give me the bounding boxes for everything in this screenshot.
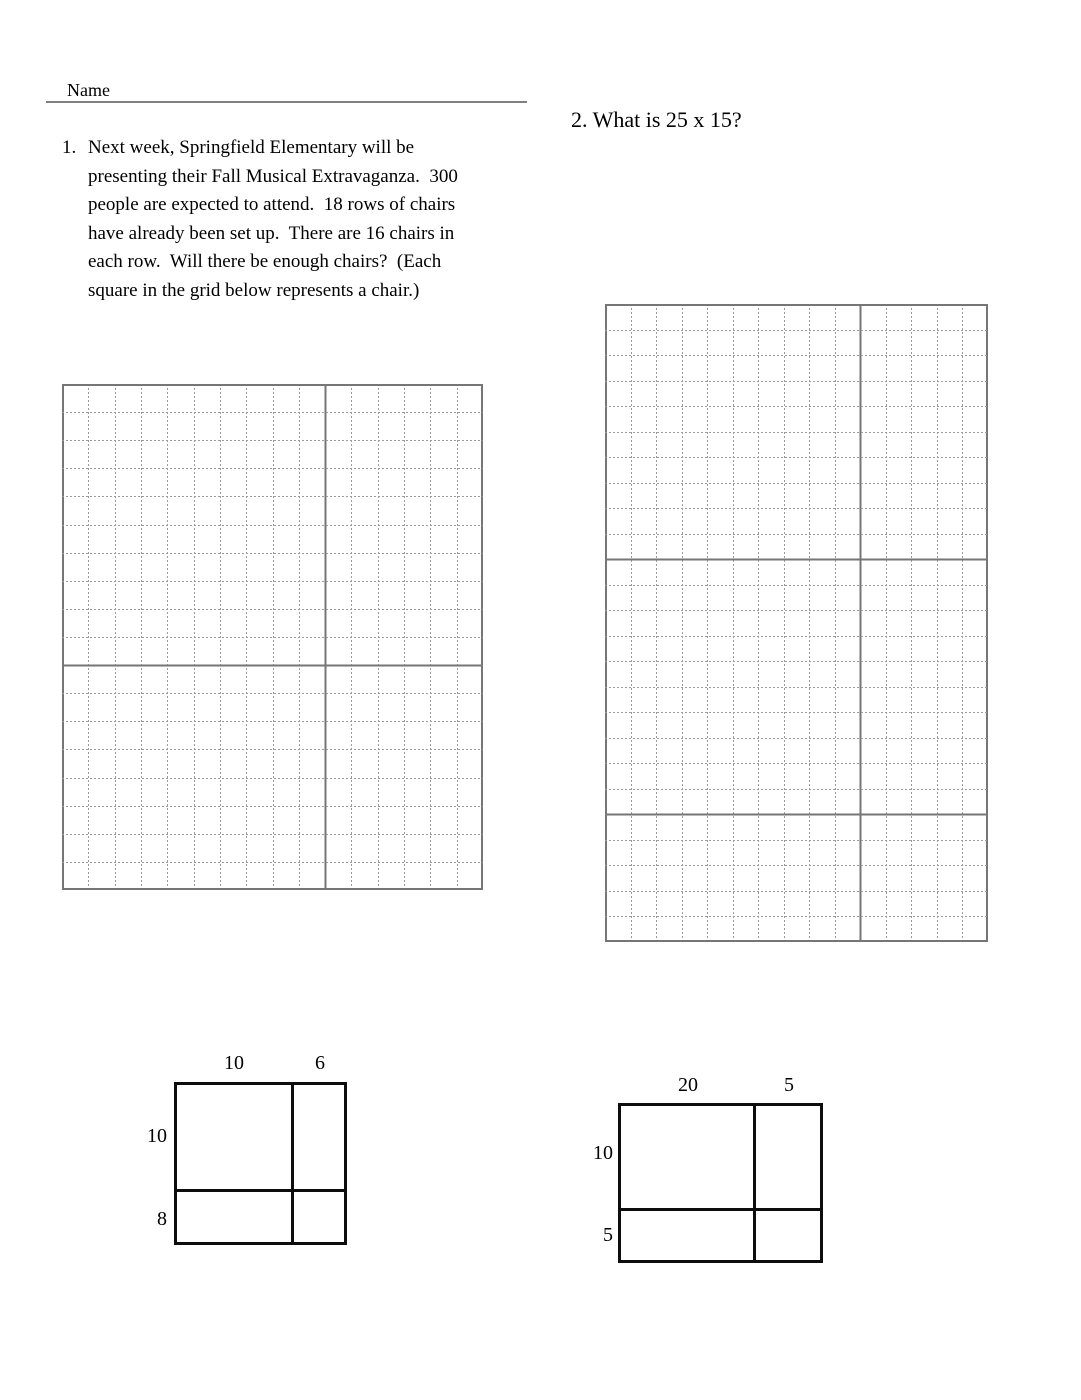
area-model-2-side-label: 5	[603, 1224, 613, 1246]
area-model-1-horizontal-divider	[177, 1189, 344, 1192]
area-model-2-top-label: 5	[784, 1074, 794, 1096]
problem-1-line: each row. Will there be enough chairs? (Each	[88, 251, 442, 272]
problem-2-text: 2. What is 25 x 15?	[571, 107, 742, 132]
area-model-2-vertical-divider	[753, 1106, 756, 1260]
problem-1-line: Next week, Springfield Elementary will be	[88, 137, 415, 158]
problem-1-line: people are expected to attend. 18 rows of chairs	[88, 194, 456, 215]
area-model-1-top-label: 10	[224, 1052, 244, 1074]
multiplication-grid	[605, 304, 988, 942]
area-model-2-top-label: 20	[678, 1074, 698, 1096]
name-label: Name	[67, 80, 110, 100]
area-model-2	[618, 1103, 823, 1263]
problem-1-number: 1.	[62, 137, 77, 158]
area-model-1-side-label: 10	[147, 1125, 167, 1147]
area-model-2-side-label: 10	[593, 1142, 613, 1164]
area-model-2-horizontal-divider	[621, 1208, 820, 1211]
area-model-1-top-label: 6	[315, 1052, 325, 1074]
area-model-1-side-label: 8	[157, 1208, 167, 1230]
chairs-grid	[62, 384, 483, 890]
problem-1-text	[88, 134, 458, 305]
area-model-1-vertical-divider	[291, 1085, 294, 1242]
name-underline	[46, 101, 527, 103]
area-model-1	[174, 1082, 347, 1245]
problem-1-line: square in the grid below represents a chair.)	[88, 279, 420, 301]
problem-1-line: have already been set up. There are 16 chairs in	[88, 222, 455, 244]
problem-1-line: presenting their Fall Musical Extravaganza. 300	[88, 165, 458, 187]
